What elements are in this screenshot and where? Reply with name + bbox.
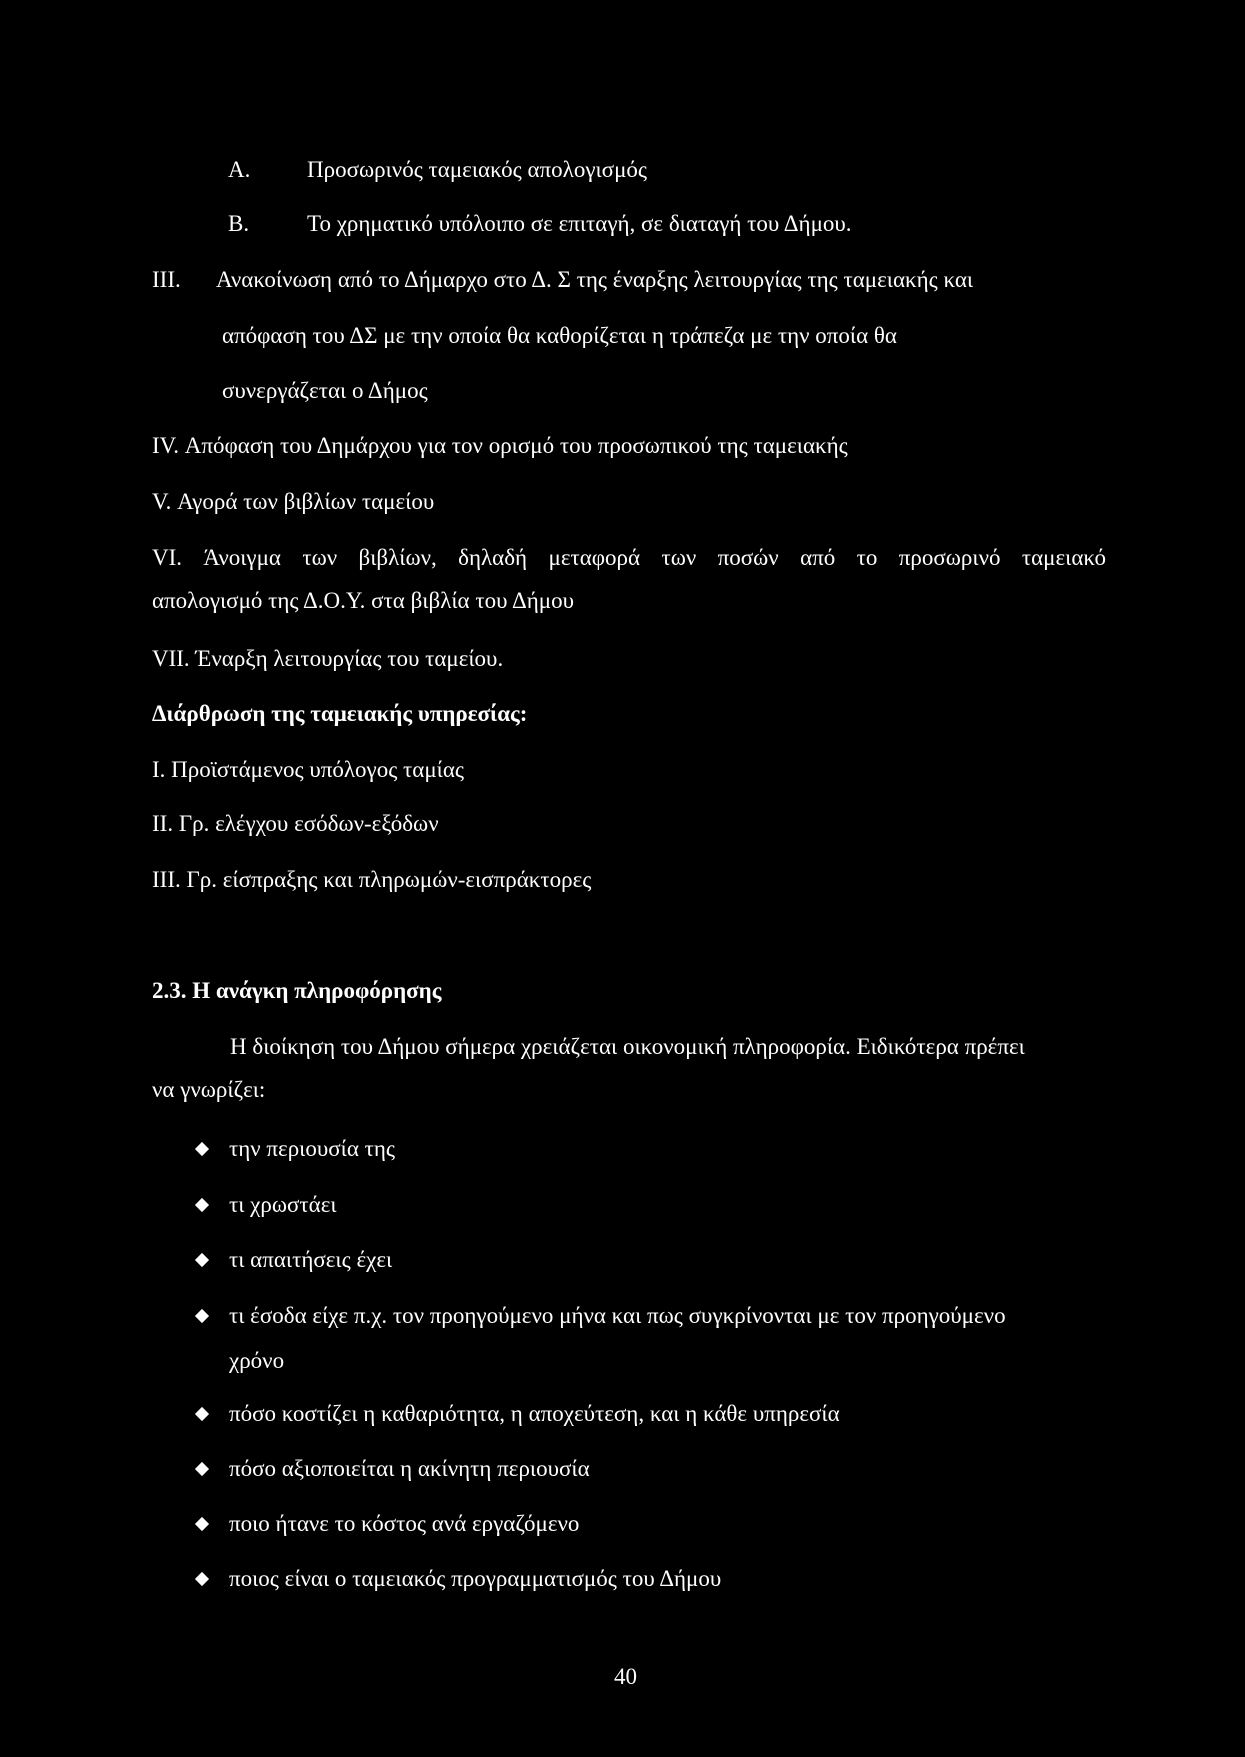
diamond-bullet-icon	[195, 1407, 209, 1421]
bullet-item: ποιο ήτανε το κόστος ανά εργαζόμενο	[229, 1511, 580, 1536]
diamond-bullet-icon	[195, 1142, 209, 1156]
structure-item: III. Γρ. είσπραξης και πληρωμών-εισπράκτορες	[152, 867, 592, 892]
bullet-item: τι έσοδα είχε π.χ. τον προηγούμενο μήνα και πως συγκρίνονται με τον προηγούμενο	[229, 1303, 1006, 1328]
outline-item-vi-line2: απολογισμό της Δ.Ο.Υ. στα βιβλία του Δήμου	[152, 588, 574, 613]
bullet-item: ποιος είναι ο ταμειακός προγραμματισμός του Δήμου	[229, 1566, 722, 1591]
diamond-bullet-icon	[195, 1309, 209, 1323]
bullet-item: την περιουσία της	[229, 1136, 396, 1161]
section-title: 2.3. Η ανάγκη πληροφόρησης	[152, 978, 442, 1003]
outline-item-iv: IV. Απόφαση του Δημάρχου για τον ορισμό του προσωπικού της ταμειακής	[152, 433, 848, 458]
page-number: 40	[614, 1664, 637, 1689]
bullet-item: τι απαιτήσεις έχει	[229, 1247, 393, 1272]
bullet-item-continuation: χρόνο	[229, 1348, 285, 1373]
outline-item-b: Το χρηματικό υπόλοιπο σε επιταγή, σε διαταγή του Δήμου.	[307, 211, 852, 236]
outline-item-vi-line1: VI. Άνοιγμα των βιβλίων, δηλαδή μεταφορά των ποσών από το προσωρινό ταμειακό	[152, 545, 1106, 570]
diamond-bullet-icon	[195, 1462, 209, 1476]
bullet-item: τι χρωστάει	[229, 1192, 337, 1217]
structure-heading: Διάρθρωση της ταμειακής υπηρεσίας:	[152, 701, 528, 726]
outline-marker-a: A.	[228, 157, 251, 182]
bullet-item: πόσο κοστίζει η καθαριότητα, η αποχεύτεση, και η κάθε υπηρεσία	[229, 1401, 840, 1426]
diamond-bullet-icon	[195, 1572, 209, 1586]
diamond-bullet-icon	[195, 1253, 209, 1267]
outline-item-iii: Ανακοίνωση από το Δήμαρχο στο Δ. Σ της έναρξης λειτουργίας της ταμειακής και	[216, 267, 974, 292]
outline-marker-iii: III.	[152, 267, 181, 292]
outline-item-vii: VII. Έναρξη λειτουργίας του ταμείου.	[152, 646, 504, 671]
outline-item-iii-cont2: συνεργάζεται ο Δήμος	[222, 378, 428, 403]
structure-item: I. Προϊστάμενος υπόλογος ταμίας	[152, 757, 465, 782]
structure-item: II. Γρ. ελέγχου εσόδων-εξόδων	[152, 811, 439, 836]
bullet-item: πόσο αξιοποιείται η ακίνητη περιουσία	[229, 1456, 590, 1481]
outline-item-iii-cont1: απόφαση του ΔΣ με την οποία θα καθορίζεται η τράπεζα με την οποία θα	[222, 323, 897, 348]
outline-item-v: V. Αγορά των βιβλίων ταμείου	[152, 489, 435, 514]
outline-marker-b: B.	[228, 211, 250, 236]
diamond-bullet-icon	[195, 1198, 209, 1212]
diamond-bullet-icon	[195, 1517, 209, 1531]
section-paragraph-line1: Η διοίκηση του Δήμου σήμερα χρειάζεται οικονομική πληροφορία. Ειδικότερα πρέπει	[230, 1034, 1025, 1059]
outline-item-a: Προσωρινός ταμειακός απολογισμός	[307, 157, 648, 182]
section-paragraph-line2: να γνωρίζει:	[152, 1077, 266, 1102]
